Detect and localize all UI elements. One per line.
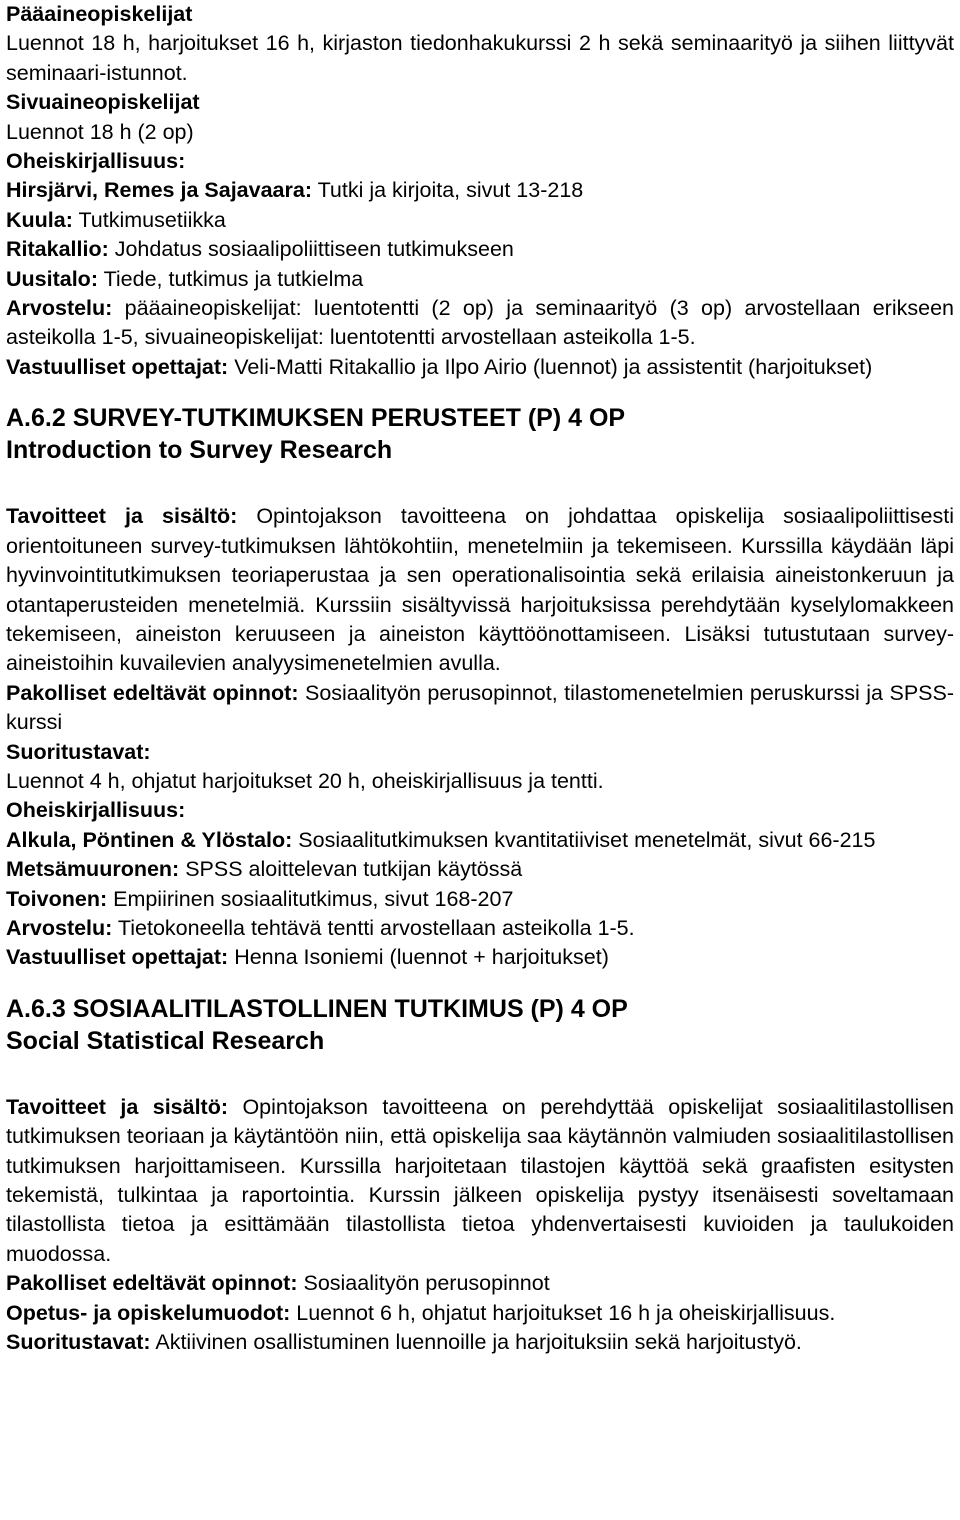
paaaineopiskelijat-text: Luennot 18 h, harjoitukset 16 h, kirjaston tiedonhakukurssi 2 h sekä seminaarityö ja siihen liittyvät seminaari-istunnot. xyxy=(6,31,954,85)
vastuulliset-text: Veli-Matti Ritakallio ja Ilpo Airio (luennot) ja assistentit (harjoitukset) xyxy=(228,354,873,379)
reference-title: Tiede, tutkimus ja tutkielma xyxy=(97,266,364,291)
suoritustavat-text: Aktiivinen osallistuminen luennoille ja harjoituksiin sekä harjoitustyö. xyxy=(150,1330,802,1355)
section-subtitle: Social Statistical Research xyxy=(6,1026,325,1055)
opetus-paragraph xyxy=(6,1299,954,1328)
reference-title: Tutkimusetiikka xyxy=(72,207,226,232)
reference-item xyxy=(6,176,954,205)
reference-author: Hirsjärvi, Remes ja Sajavaara: xyxy=(6,178,312,203)
reference-item xyxy=(6,206,954,235)
reference-author: Uusitalo: xyxy=(6,266,98,291)
pakolliset-paragraph xyxy=(6,679,954,738)
arvostelu-paragraph xyxy=(6,914,954,943)
vastuulliset-text: Henna Isoniemi (luennot + harjoitukset) xyxy=(228,945,609,970)
vastuulliset-paragraph xyxy=(6,353,954,382)
section-title: A.6.3 SOSIAALITILASTOLLINEN TUTKIMUS (P) 4 OP xyxy=(6,994,628,1023)
reference-item xyxy=(6,855,954,884)
arvostelu-label: Arvostelu: xyxy=(6,296,113,321)
opetus-label: Opetus- ja opiskelumuodot: xyxy=(6,1300,291,1325)
heading-sivuaineopiskelijat: Sivuaineopiskelijat xyxy=(6,90,200,115)
section-title: A.6.2 SURVEY-TUTKIMUKSEN PERUSTEET (P) 4 OP xyxy=(6,404,626,433)
vastuulliset-label: Vastuulliset opettajat: xyxy=(6,354,229,379)
suoritustavat-text: Luennot 4 h, ohjatut harjoitukset 20 h, oheiskirjallisuus ja tentti. xyxy=(6,768,604,793)
section-a62 xyxy=(6,402,954,973)
vastuulliset-paragraph xyxy=(6,943,954,972)
reference-title: Sosiaalitutkimuksen kvantitatiiviset menetelmät, sivut 66-215 xyxy=(292,827,876,852)
vastuulliset-label: Vastuulliset opettajat: xyxy=(6,945,229,970)
reference-author: Toivonen: xyxy=(6,886,108,911)
suoritustavat-label: Suoritustavat: xyxy=(6,1330,151,1355)
tavoitteet-text: Opintojakson tavoitteena on johdattaa opiskelija sosiaalipoliittisesti orientoituneen survey-tutkimuksen lähtökohtiin, menetelmiin ja tekemiseen. Kurssilla käydään läpi hyvinvointitutkimuksen teoriaperustaa ja sen operationalisointia sekä erilaisia aineistonkeruun ja otantaperusteiden menetelmiä. Kurssiin sisältyvissä harjoituksissa perehdytään kyselylomakkeen tekemiseen, aineiston keruuseen ja aineiston käyttöönottamiseen. Lisäksi tutustutaan survey-aineistoihin kuvailevien analyysimenetelmien avulla. xyxy=(6,504,955,676)
tavoitteet-label: Tavoitteet ja sisältö: xyxy=(6,504,238,529)
reference-item xyxy=(6,235,954,264)
sivuaineopiskelijat-text: Luennot 18 h (2 op) xyxy=(6,119,194,144)
tavoitteet-label: Tavoitteet ja sisältö: xyxy=(6,1094,229,1119)
section-a61-continued xyxy=(6,0,954,382)
heading-suoritustavat: Suoritustavat: xyxy=(6,739,151,764)
reference-item xyxy=(6,265,954,294)
suoritustavat-paragraph xyxy=(6,1328,954,1357)
tavoitteet-paragraph xyxy=(6,502,954,678)
pakolliset-paragraph xyxy=(6,1269,954,1298)
reference-item xyxy=(6,885,954,914)
pakolliset-label: Pakolliset edeltävät opinnot: xyxy=(6,680,299,705)
reference-title: SPSS aloittelevan tutkijan käytössä xyxy=(179,857,523,882)
heading-oheiskirjallisuus: Oheiskirjallisuus: xyxy=(6,149,186,174)
pakolliset-label: Pakolliset edeltävät opinnot: xyxy=(6,1271,298,1296)
pakolliset-text: Sosiaalityön perusopinnot, tilastomenetelmien peruskurssi ja SPSS-kurssi xyxy=(6,680,954,735)
heading-oheiskirjallisuus: Oheiskirjallisuus: xyxy=(6,798,186,823)
section-a63 xyxy=(6,993,954,1358)
opetus-text: Luennot 6 h, ohjatut harjoitukset 16 h ja oheiskirjallisuus. xyxy=(290,1300,836,1325)
reference-item xyxy=(6,826,954,855)
reference-author: Metsämuuronen: xyxy=(6,857,180,882)
reference-author: Ritakallio: xyxy=(6,237,109,262)
reference-title: Empiirinen sosiaalitutkimus, sivut 168-207 xyxy=(107,886,514,911)
reference-title: Johdatus sosiaalipoliittiseen tutkimukseen xyxy=(108,237,514,262)
heading-paaaineopiskelijat: Pääaineopiskelijat xyxy=(6,2,193,26)
arvostelu-label: Arvostelu: xyxy=(6,915,113,940)
reference-author: Alkula, Pöntinen & Ylöstalo: xyxy=(6,827,293,852)
arvostelu-text: Tietokoneella tehtävä tentti arvostellaan asteikolla 1-5. xyxy=(112,915,635,940)
reference-title: Tutki ja kirjoita, sivut 13-218 xyxy=(311,178,584,203)
arvostelu-text: pääaineopiskelijat: luentotentti (2 op) ja seminaarityö (3 op) arvostellaan erikseen asteikolla 1-5, sivuaineopiskelijat: luentotentti arvostellaan asteikolla 1-5. xyxy=(6,296,954,350)
tavoitteet-text: Opintojakson tavoitteena on perehdyttää opiskelijat sosiaalitilastollisen tutkimuksen teoriaan ja käytäntöön niin, että opiskelija saa käytännön valmiuden sosiaalitilastollisen tutkimuksen harjoittamiseen. Kurssilla harjoitetaan tilastojen käyttöä sekä graafisten esitysten tekemistä, tulkintaa ja raportointia. Kurssin jälkeen opiskelija pystyy itsenäisesti soveltamaan tilastollista tietoa ja esittämään tilastollista tietoa yhdenvertaisesti kuvioiden ja taulukoiden muodossa. xyxy=(6,1094,954,1266)
arvostelu-paragraph xyxy=(6,294,954,353)
tavoitteet-paragraph xyxy=(6,1093,954,1269)
pakolliset-text: Sosiaalityön perusopinnot xyxy=(297,1271,550,1296)
section-subtitle: Introduction to Survey Research xyxy=(6,436,393,465)
reference-author: Kuula: xyxy=(6,207,73,232)
